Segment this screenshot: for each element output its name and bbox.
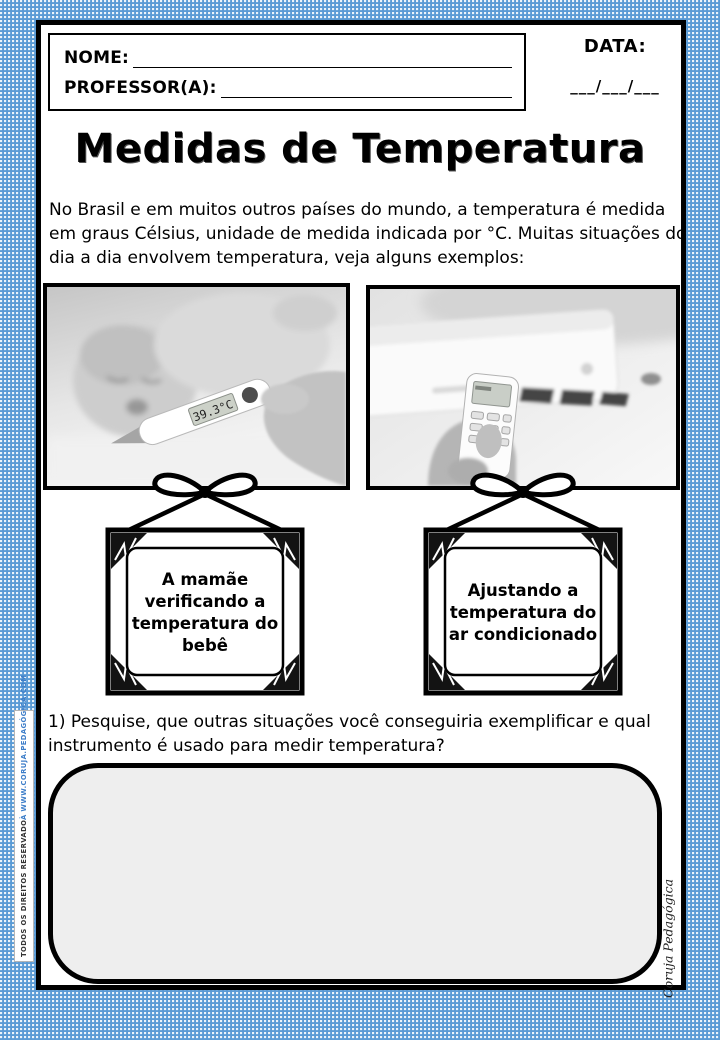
student-info-box <box>48 33 526 111</box>
baby-thermometer-photo <box>43 283 350 490</box>
date-input-line[interactable]: ___/___/___ <box>570 77 660 95</box>
copyright-text: TODOS OS DIREITOS RESERVADO <box>20 819 28 957</box>
question-1-text: 1) Pesquise, que outras situações você conseguiria exemplificar e qual instrumento é usado para medir temperatura? <box>48 712 651 756</box>
date-block <box>540 36 690 95</box>
intro-paragraph: No Brasil e em muitos outros países do mundo, a temperatura é medida em graus Célsius, unidade de medida indicada por °C. Muitas situações do dia a dia envolvem temperatura, veja alguns exemplos: <box>49 200 687 268</box>
teacher-label: PROFESSOR(A): <box>64 78 217 98</box>
page-title: Medidas de Temperatura <box>74 126 646 172</box>
date-label: DATA: <box>583 36 647 57</box>
baby-thermometer-illustration <box>47 287 346 486</box>
teacher-input-line[interactable] <box>221 79 512 98</box>
air-conditioner-remote-photo <box>366 285 680 490</box>
brand-signature: Coruja Pedagógica <box>660 878 676 998</box>
air-conditioner-illustration <box>370 289 676 486</box>
name-label: NOME: <box>64 48 130 68</box>
copyright-strip <box>14 674 34 962</box>
thermometer-reading: 39.3°C <box>191 396 235 425</box>
name-input-line[interactable] <box>133 49 512 68</box>
caption-baby: A mamãe verificando a temperatura do bebê <box>131 570 279 655</box>
caption-ac: Ajustando a temperatura do ar condicionado <box>448 581 598 644</box>
answer-box[interactable] <box>48 763 662 984</box>
copyright-site-link: À WWW.CORUJA.PEDAGÓGICA.COM <box>20 674 28 820</box>
